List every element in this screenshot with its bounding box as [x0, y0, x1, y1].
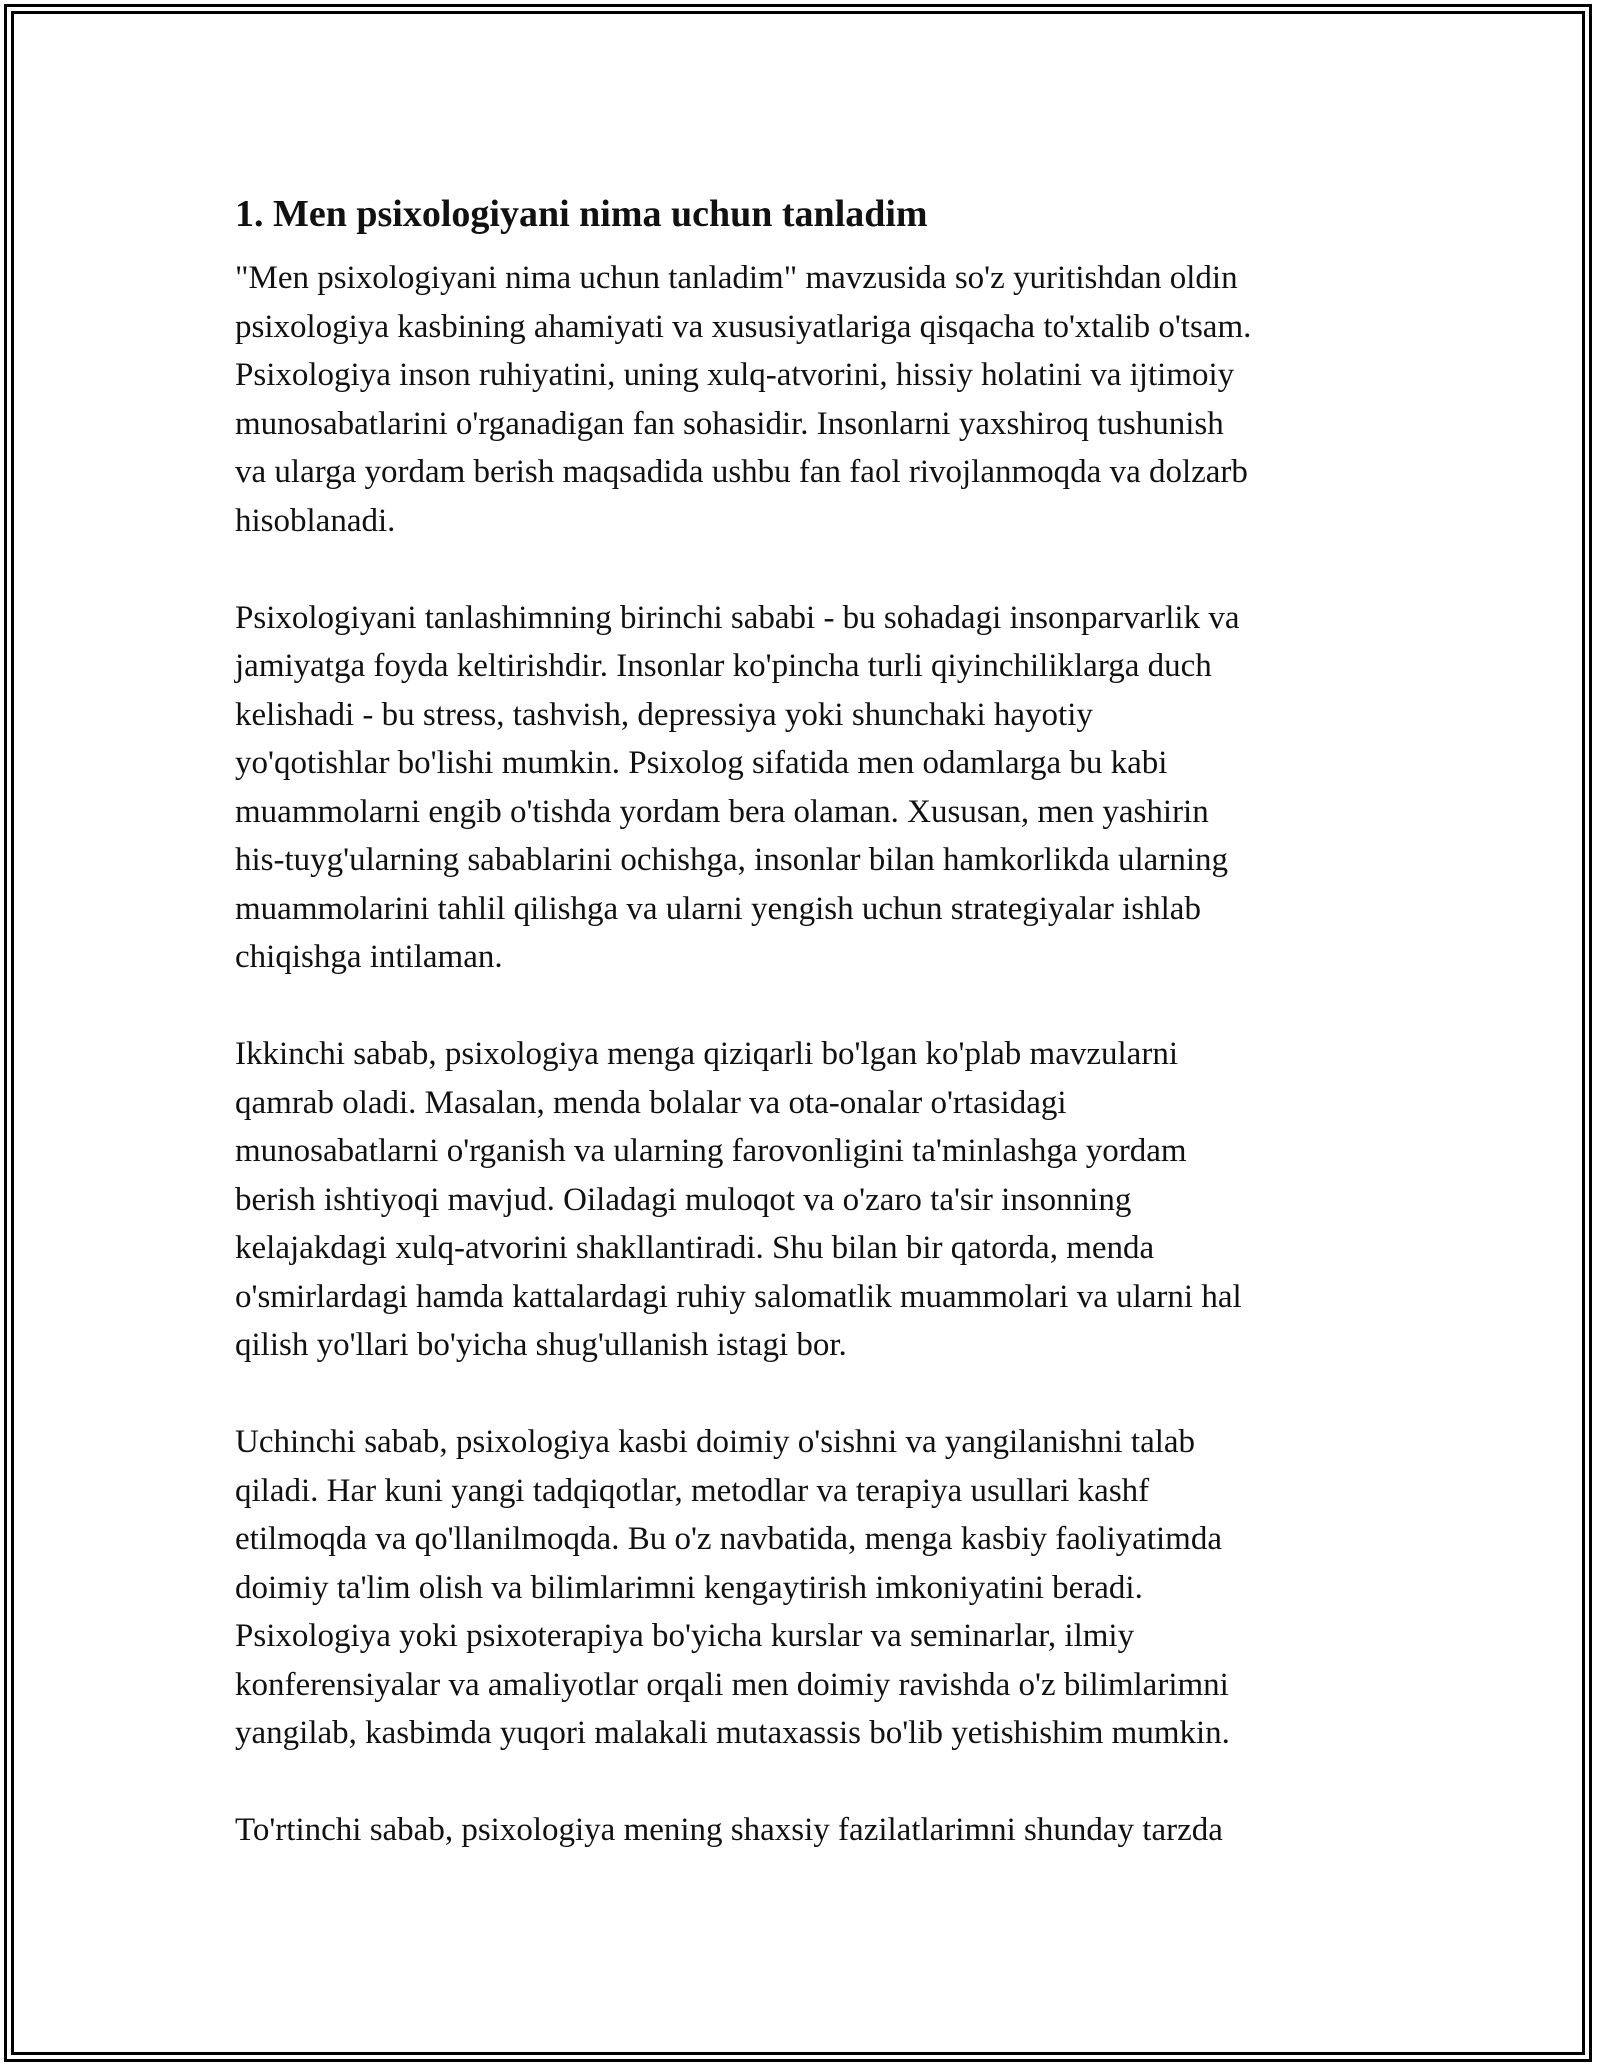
paragraph-line: berish ishtiyoqi mavjud. Oiladagi muloqot va o'zaro ta'sir insonning — [235, 1181, 1132, 1218]
paragraph-line: qamrab oladi. Masalan, menda bolalar va ota-onalar o'rtasidagi — [235, 1084, 1067, 1121]
paragraph-line: Uchinchi sabab, psixologiya kasbi doimiy o'sishni va yangilanishni talab — [235, 1424, 1196, 1460]
paragraph-line: o'smirlardagi hamda kattalardagi ruhiy salomatlik muammolari va ularni hal — [235, 1278, 1242, 1315]
paragraph-line: chiqishga intilaman. — [235, 939, 503, 975]
paragraph-line: va ularga yordam berish maqsadida ushbu fan faol rivojlanmoqda va dolzarb — [235, 454, 1248, 490]
paragraph-line: Ikkinchi sabab, psixologiya menga qiziqarli bo'lgan ko'plab mavzularni — [235, 1036, 1178, 1072]
paragraph-line: munosabatlarni o'rganish va ularning farovonligini ta'minlashga yordam — [235, 1133, 1187, 1169]
paragraph-line: hisoblanadi. — [235, 502, 396, 539]
paragraph-line: yo'qotishlar bo'lishi mumkin. Psixolog sifatida men odamlarga bu kabi — [235, 745, 1168, 781]
paragraph-line: kelishadi - bu stress, tashvish, depressiya yoki shunchaki hayotiy — [235, 696, 1093, 733]
paragraph-line: jamiyatga foyda keltirishdir. Insonlar ko'pincha turli qiyinchiliklarga duch — [235, 648, 1212, 684]
document-heading: 1. Men psixologiyani nima uchun tanladim — [235, 193, 928, 235]
paragraph-third-reason — [235, 1418, 1385, 1758]
paragraph-line: qilish yo'llari bo'yicha shug'ullanish istagi bor. — [235, 1327, 847, 1363]
paragraph-line: To'rtinchi sabab, psixologiya mening shaxsiy fazilatlarimni shunday tarzda — [235, 1812, 1223, 1848]
paragraph-line: Psixologiyani tanlashimning birinchi sababi - bu sohadagi insonparvarlik va — [235, 599, 1240, 636]
paragraph-line: etilmoqda va qo'llanilmoqda. Bu o'z navbatida, menga kasbiy faoliyatimda — [235, 1521, 1222, 1557]
paragraph-line: Psixologiya inson ruhiyatini, uning xulq-atvorini, hissiy holatini va ijtimoiy — [235, 357, 1235, 393]
paragraph-first-reason — [235, 594, 1385, 982]
paragraph-line: kelajakdagi xulq-atvorini shakllantiradi. Shu bilan bir qatorda, menda — [235, 1230, 1155, 1266]
paragraph-second-reason — [235, 1030, 1385, 1370]
paragraph-line: konferensiyalar va amaliyotlar orqali men doimiy ravishda o'z bilimlarimni — [235, 1666, 1229, 1703]
paragraph-line: "Men psixologiyani nima uchun tanladim" mavzusida so'z yuritishdan oldin — [235, 260, 1238, 296]
document-body — [235, 186, 1385, 1903]
paragraph-intro — [235, 254, 1385, 545]
paragraph-line: muammolarini tahlil qilishga va ularni yengish uchun strategiyalar ishlab — [235, 890, 1201, 927]
paragraph-line: his-tuyg'ularning sabablarini ochishga, insonlar bilan hamkorlikda ularning — [235, 842, 1228, 878]
paragraph-line: munosabatlarini o'rganadigan fan sohasidir. Insonlarni yaxshiroq tushunish — [235, 405, 1224, 442]
paragraph-line: doimiy ta'lim olish va bilimlarimni kengaytirish imkoniyatini beradi. — [235, 1569, 1143, 1606]
paragraph-line: yangilab, kasbimda yuqori malakali mutaxassis bo'lib yetishishim mumkin. — [235, 1715, 1230, 1751]
paragraph-fourth-reason — [235, 1806, 1385, 1855]
paragraph-line: psixologiya kasbining ahamiyati va xususiyatlariga qisqacha to'xtalib o'tsam. — [235, 308, 1252, 345]
paragraph-line: qiladi. Har kuni yangi tadqiqotlar, metodlar va terapiya usullari kashf — [235, 1472, 1150, 1509]
paragraph-line: Psixologiya yoki psixoterapiya bo'yicha kurslar va seminarlar, ilmiy — [235, 1618, 1135, 1654]
paragraph-line: muammolarni engib o'tishda yordam bera olaman. Xususan, men yashirin — [235, 793, 1209, 830]
